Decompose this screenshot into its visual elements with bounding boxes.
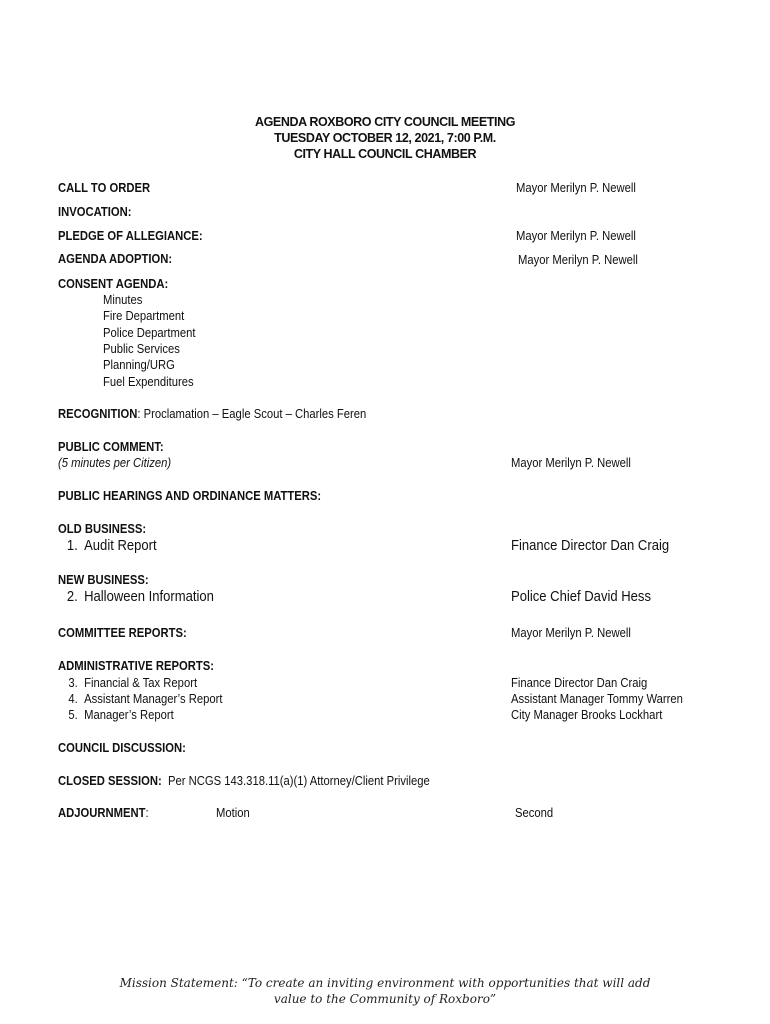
item-text: Audit Report bbox=[84, 538, 157, 554]
item-number: 1. bbox=[66, 538, 78, 554]
meeting-date: TUESDAY OCTOBER 12, 2021, 7:00 P.M. bbox=[274, 131, 496, 145]
adjournment-motion: Motion bbox=[216, 806, 250, 820]
consent-item: Fuel Expenditures bbox=[103, 375, 194, 389]
admin-report-item bbox=[58, 707, 174, 723]
admin-report-item bbox=[58, 691, 223, 707]
adjournment-line bbox=[58, 805, 149, 821]
pledge-presenter: Mayor Merilyn P. Newell bbox=[516, 229, 636, 243]
recognition-text: : Proclamation – Eagle Scout – Charles Feren bbox=[137, 407, 367, 421]
consent-item: Fire Department bbox=[103, 309, 185, 323]
consent-agenda-label: CONSENT AGENDA: bbox=[58, 277, 169, 291]
adjournment-second: Second bbox=[515, 806, 554, 820]
council-discussion-label: COUNCIL DISCUSSION: bbox=[58, 741, 186, 755]
adjournment-colon: : bbox=[145, 806, 149, 820]
consent-item: Minutes bbox=[103, 293, 143, 307]
admin-report-item bbox=[58, 675, 197, 691]
item-text: Assistant Manager’s Report bbox=[84, 692, 223, 706]
closed-session-label: CLOSED SESSION: bbox=[58, 774, 162, 788]
item-number: 4. bbox=[68, 692, 78, 706]
committee-reports-label: COMMITTEE REPORTS: bbox=[58, 626, 187, 640]
mission-statement-line1: Mission Statement: “To create an inviting environment with opportunities that will add bbox=[119, 976, 651, 990]
item-number: 3. bbox=[68, 676, 78, 690]
public-comment-label: PUBLIC COMMENT: bbox=[58, 440, 164, 454]
old-business-presenter: Finance Director Dan Craig bbox=[511, 538, 670, 554]
item-text: Halloween Information bbox=[84, 589, 214, 605]
item-text: Financial & Tax Report bbox=[84, 676, 198, 690]
committee-reports-presenter: Mayor Merilyn P. Newell bbox=[511, 626, 631, 640]
admin-report-presenter: City Manager Brooks Lockhart bbox=[511, 708, 663, 722]
old-business-label: OLD BUSINESS: bbox=[58, 522, 147, 536]
consent-item: Planning/URG bbox=[103, 358, 175, 372]
new-business-presenter: Police Chief David Hess bbox=[511, 589, 651, 605]
public-comment-presenter: Mayor Merilyn P. Newell bbox=[511, 456, 631, 470]
mission-statement-line2: value to the Community of Roxboro” bbox=[273, 992, 497, 1006]
agenda-title: AGENDA ROXBORO CITY COUNCIL MEETING bbox=[254, 115, 516, 129]
public-hearings-label: PUBLIC HEARINGS AND ORDINANCE MATTERS: bbox=[58, 489, 322, 503]
agenda-adoption-label: AGENDA ADOPTION: bbox=[58, 252, 173, 266]
pledge-label: PLEDGE OF ALLEGIANCE: bbox=[58, 229, 203, 243]
agenda-adoption-presenter: Mayor Merilyn P. Newell bbox=[518, 253, 638, 267]
recognition-line bbox=[58, 406, 366, 422]
meeting-location: CITY HALL COUNCIL CHAMBER bbox=[293, 147, 477, 161]
item-text: Manager’s Report bbox=[84, 708, 174, 722]
item-number: 2. bbox=[66, 589, 78, 605]
new-business-item bbox=[58, 589, 214, 605]
public-comment-note: (5 minutes per Citizen) bbox=[58, 456, 172, 470]
admin-report-presenter: Assistant Manager Tommy Warren bbox=[511, 692, 683, 706]
consent-item: Public Services bbox=[103, 342, 180, 356]
consent-item: Police Department bbox=[103, 326, 196, 340]
closed-session-line bbox=[58, 773, 430, 789]
administrative-reports-label: ADMINISTRATIVE REPORTS: bbox=[58, 659, 215, 673]
recognition-label: RECOGNITION bbox=[58, 407, 138, 421]
old-business-item bbox=[58, 538, 157, 554]
closed-session-text: Per NCGS 143.318.11(a)(1) Attorney/Client Privilege bbox=[168, 774, 430, 788]
call-to-order-label: CALL TO ORDER bbox=[58, 181, 151, 195]
call-to-order-presenter: Mayor Merilyn P. Newell bbox=[516, 181, 636, 195]
admin-report-presenter: Finance Director Dan Craig bbox=[511, 676, 648, 690]
new-business-label: NEW BUSINESS: bbox=[58, 573, 149, 587]
adjournment-label: ADJOURNMENT bbox=[58, 806, 146, 820]
item-number: 5. bbox=[68, 708, 78, 722]
invocation-label: INVOCATION: bbox=[58, 205, 132, 219]
